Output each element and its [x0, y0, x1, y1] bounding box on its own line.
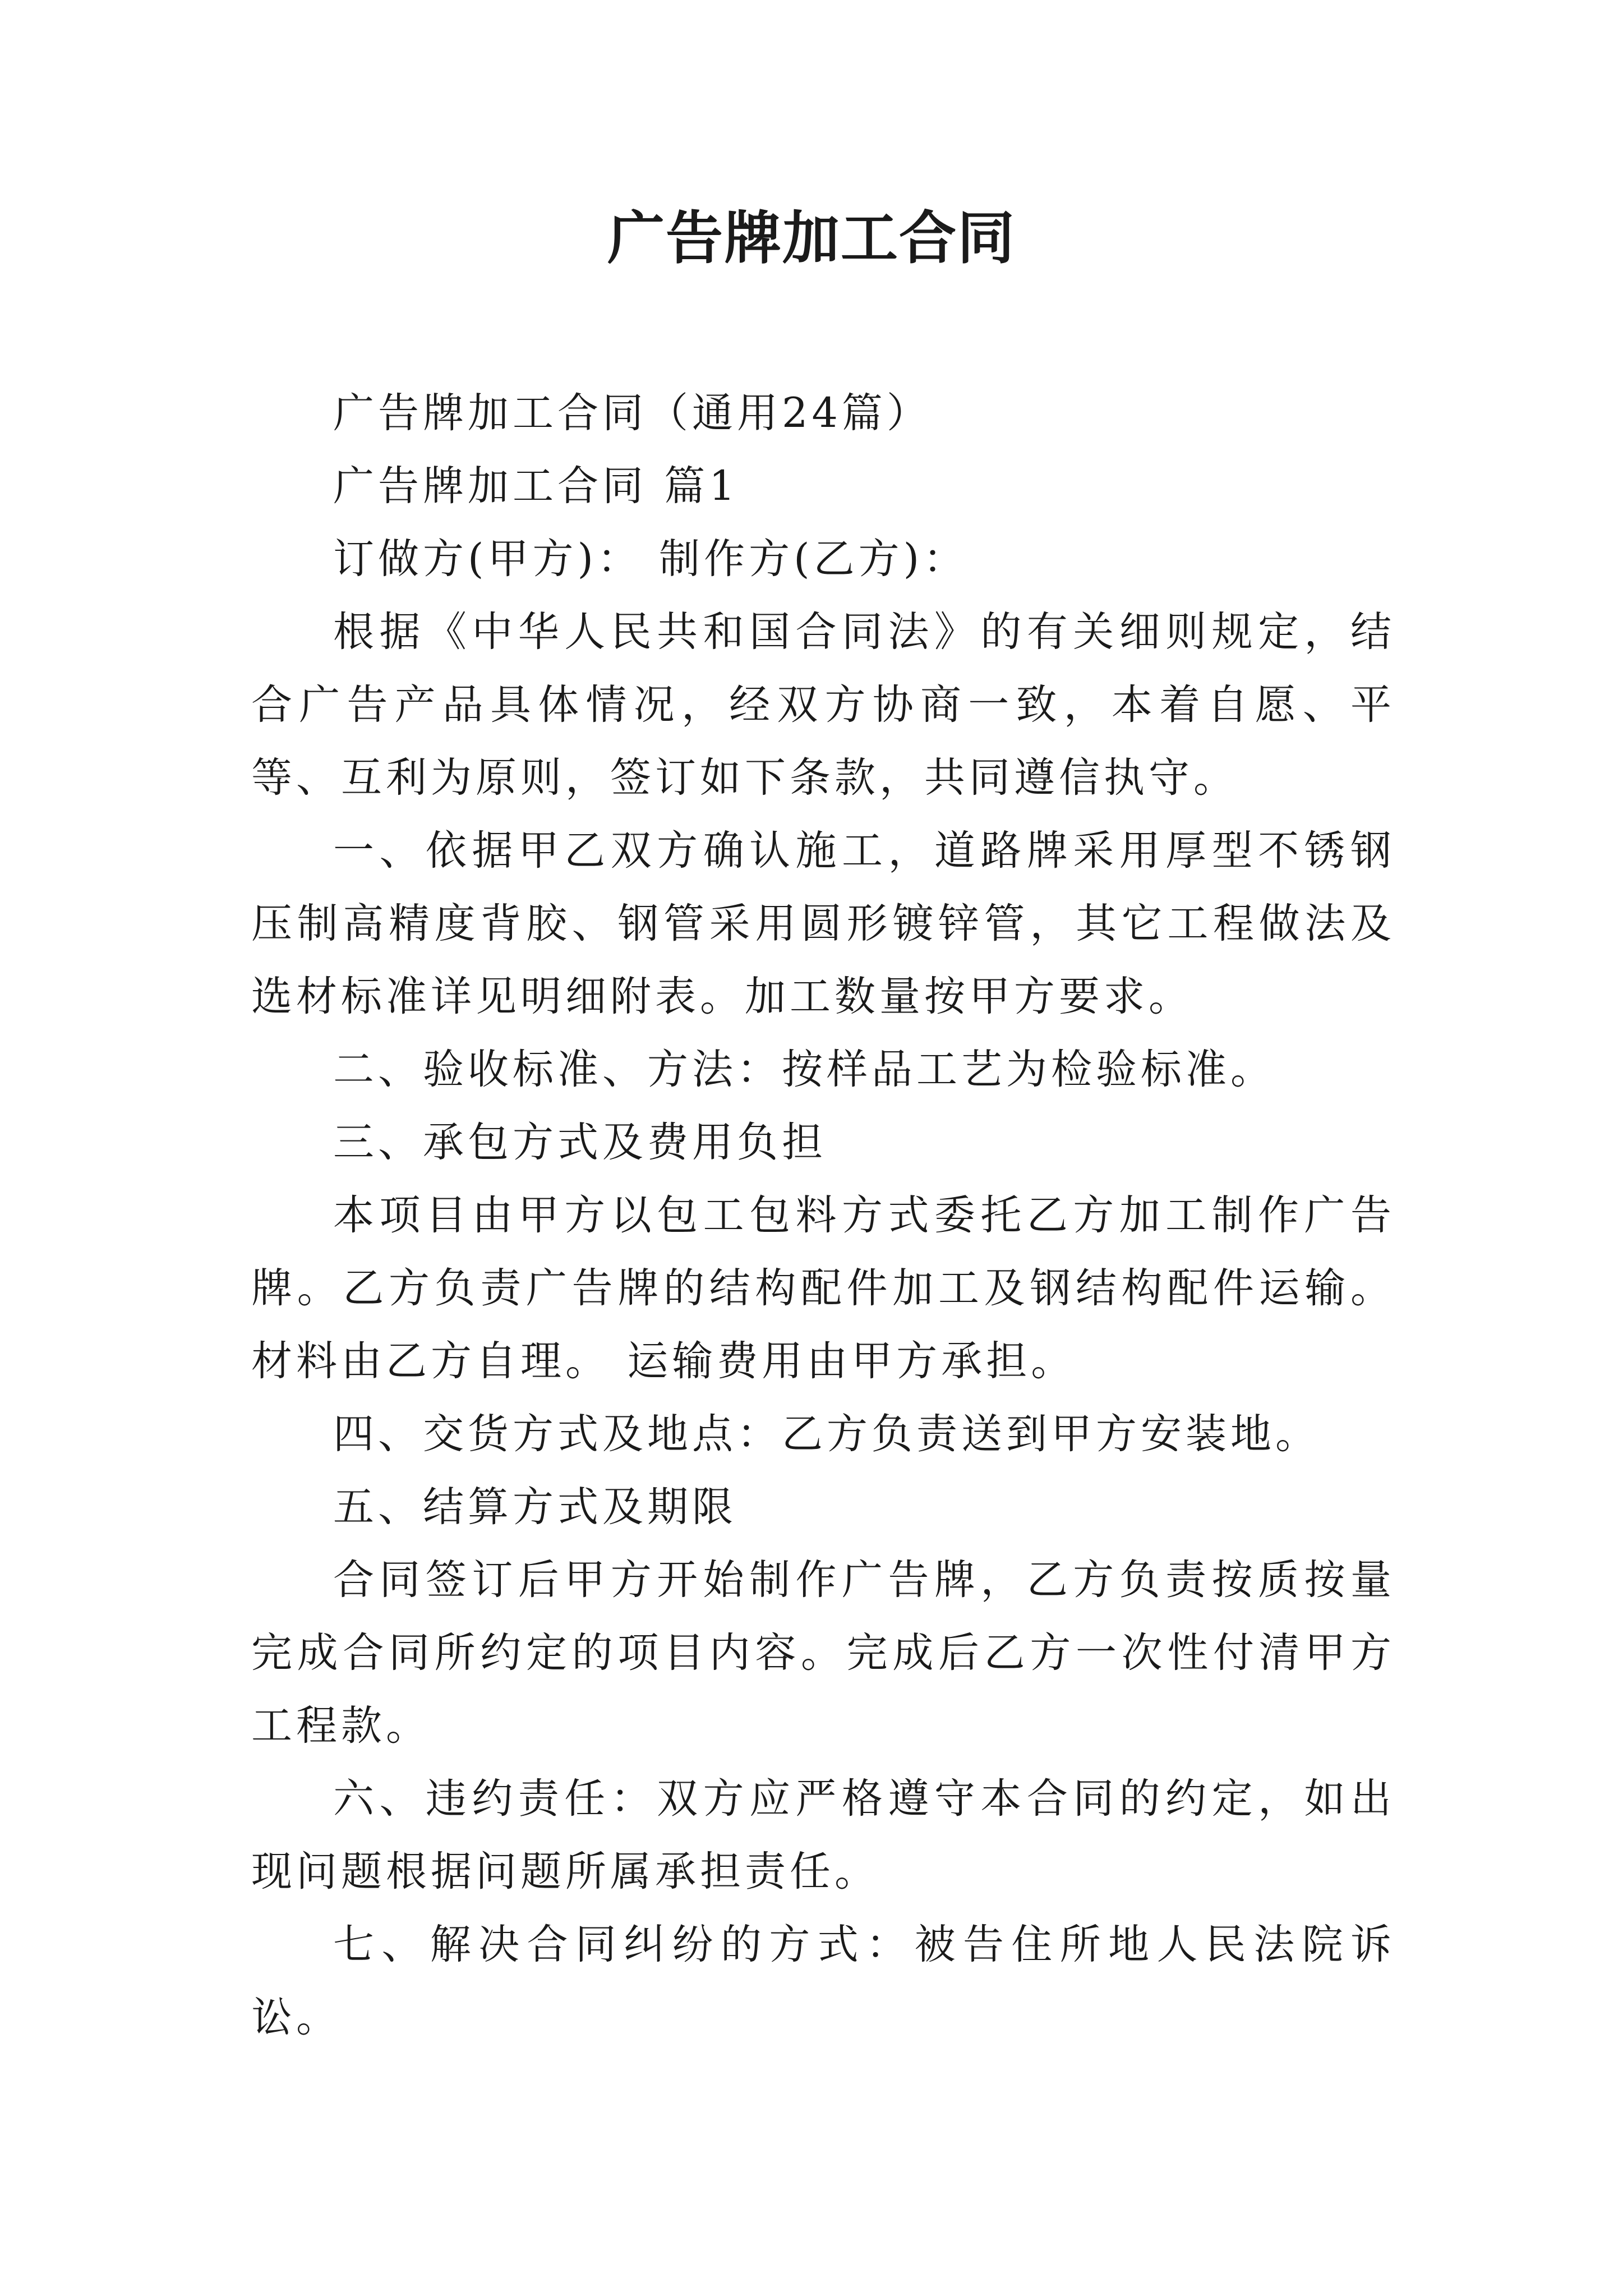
paragraph-clause-1: 一、依据甲乙双方确认施工，道路牌采用厚型不锈钢压制高精度背胶、钢管采用圆形镀锌管，其它工程做法及选材标准详见明细附表。加工数量按甲方要求。 [251, 827, 1395, 1020]
paragraph-clause-5-body: 合同签订后甲方开始制作广告牌，乙方负责按质按量完成合同所约定的项目内容。完成后乙方一次性付清甲方工程款。 [251, 1556, 1395, 1750]
paragraph-clause-5-heading: 五、结算方式及期限 [333, 1483, 737, 1531]
paragraph-clause-3-heading: 三、承包方式及费用负担 [333, 1119, 827, 1166]
paragraph-section-heading: 广告牌加工合同 篇1 [333, 462, 739, 510]
paragraph-clause-7: 七、解决合同纠纷的方式：被告住所地人民法院诉讼。 [251, 1921, 1395, 2041]
paragraph-clause-2: 二、验收标准、方法：按样品工艺为检验标准。 [333, 1046, 1275, 1093]
paragraph-subtitle: 广告牌加工合同（通用24篇） [333, 389, 932, 437]
paragraph-clause-3-body: 本项目由甲方以包工包料方式委托乙方加工制作广告牌。乙方负责广告牌的结构配件加工及钢结构配件运输。材料由乙方自理。 运输费用由甲方承担。 [251, 1191, 1395, 1385]
paragraph-parties: 订做方(甲方)： 制作方(乙方)： [333, 535, 969, 583]
paragraph-preamble: 根据《中华人民共和国合同法》的有关细则规定，结合广告产品具体情况，经双方协商一致，本着自愿、平等、互利为原则，签订如下条款，共同遵信执守。 [251, 608, 1395, 802]
paragraph-clause-4: 四、交货方式及地点：乙方负责送到甲方安装地。 [333, 1410, 1320, 1458]
document-title: 广告牌加工合同 [607, 205, 1016, 272]
document-body [251, 377, 1395, 2054]
paragraph-clause-6: 六、违约责任：双方应严格遵守本合同的约定，如出现问题根据问题所属承担责任。 [251, 1775, 1395, 1895]
